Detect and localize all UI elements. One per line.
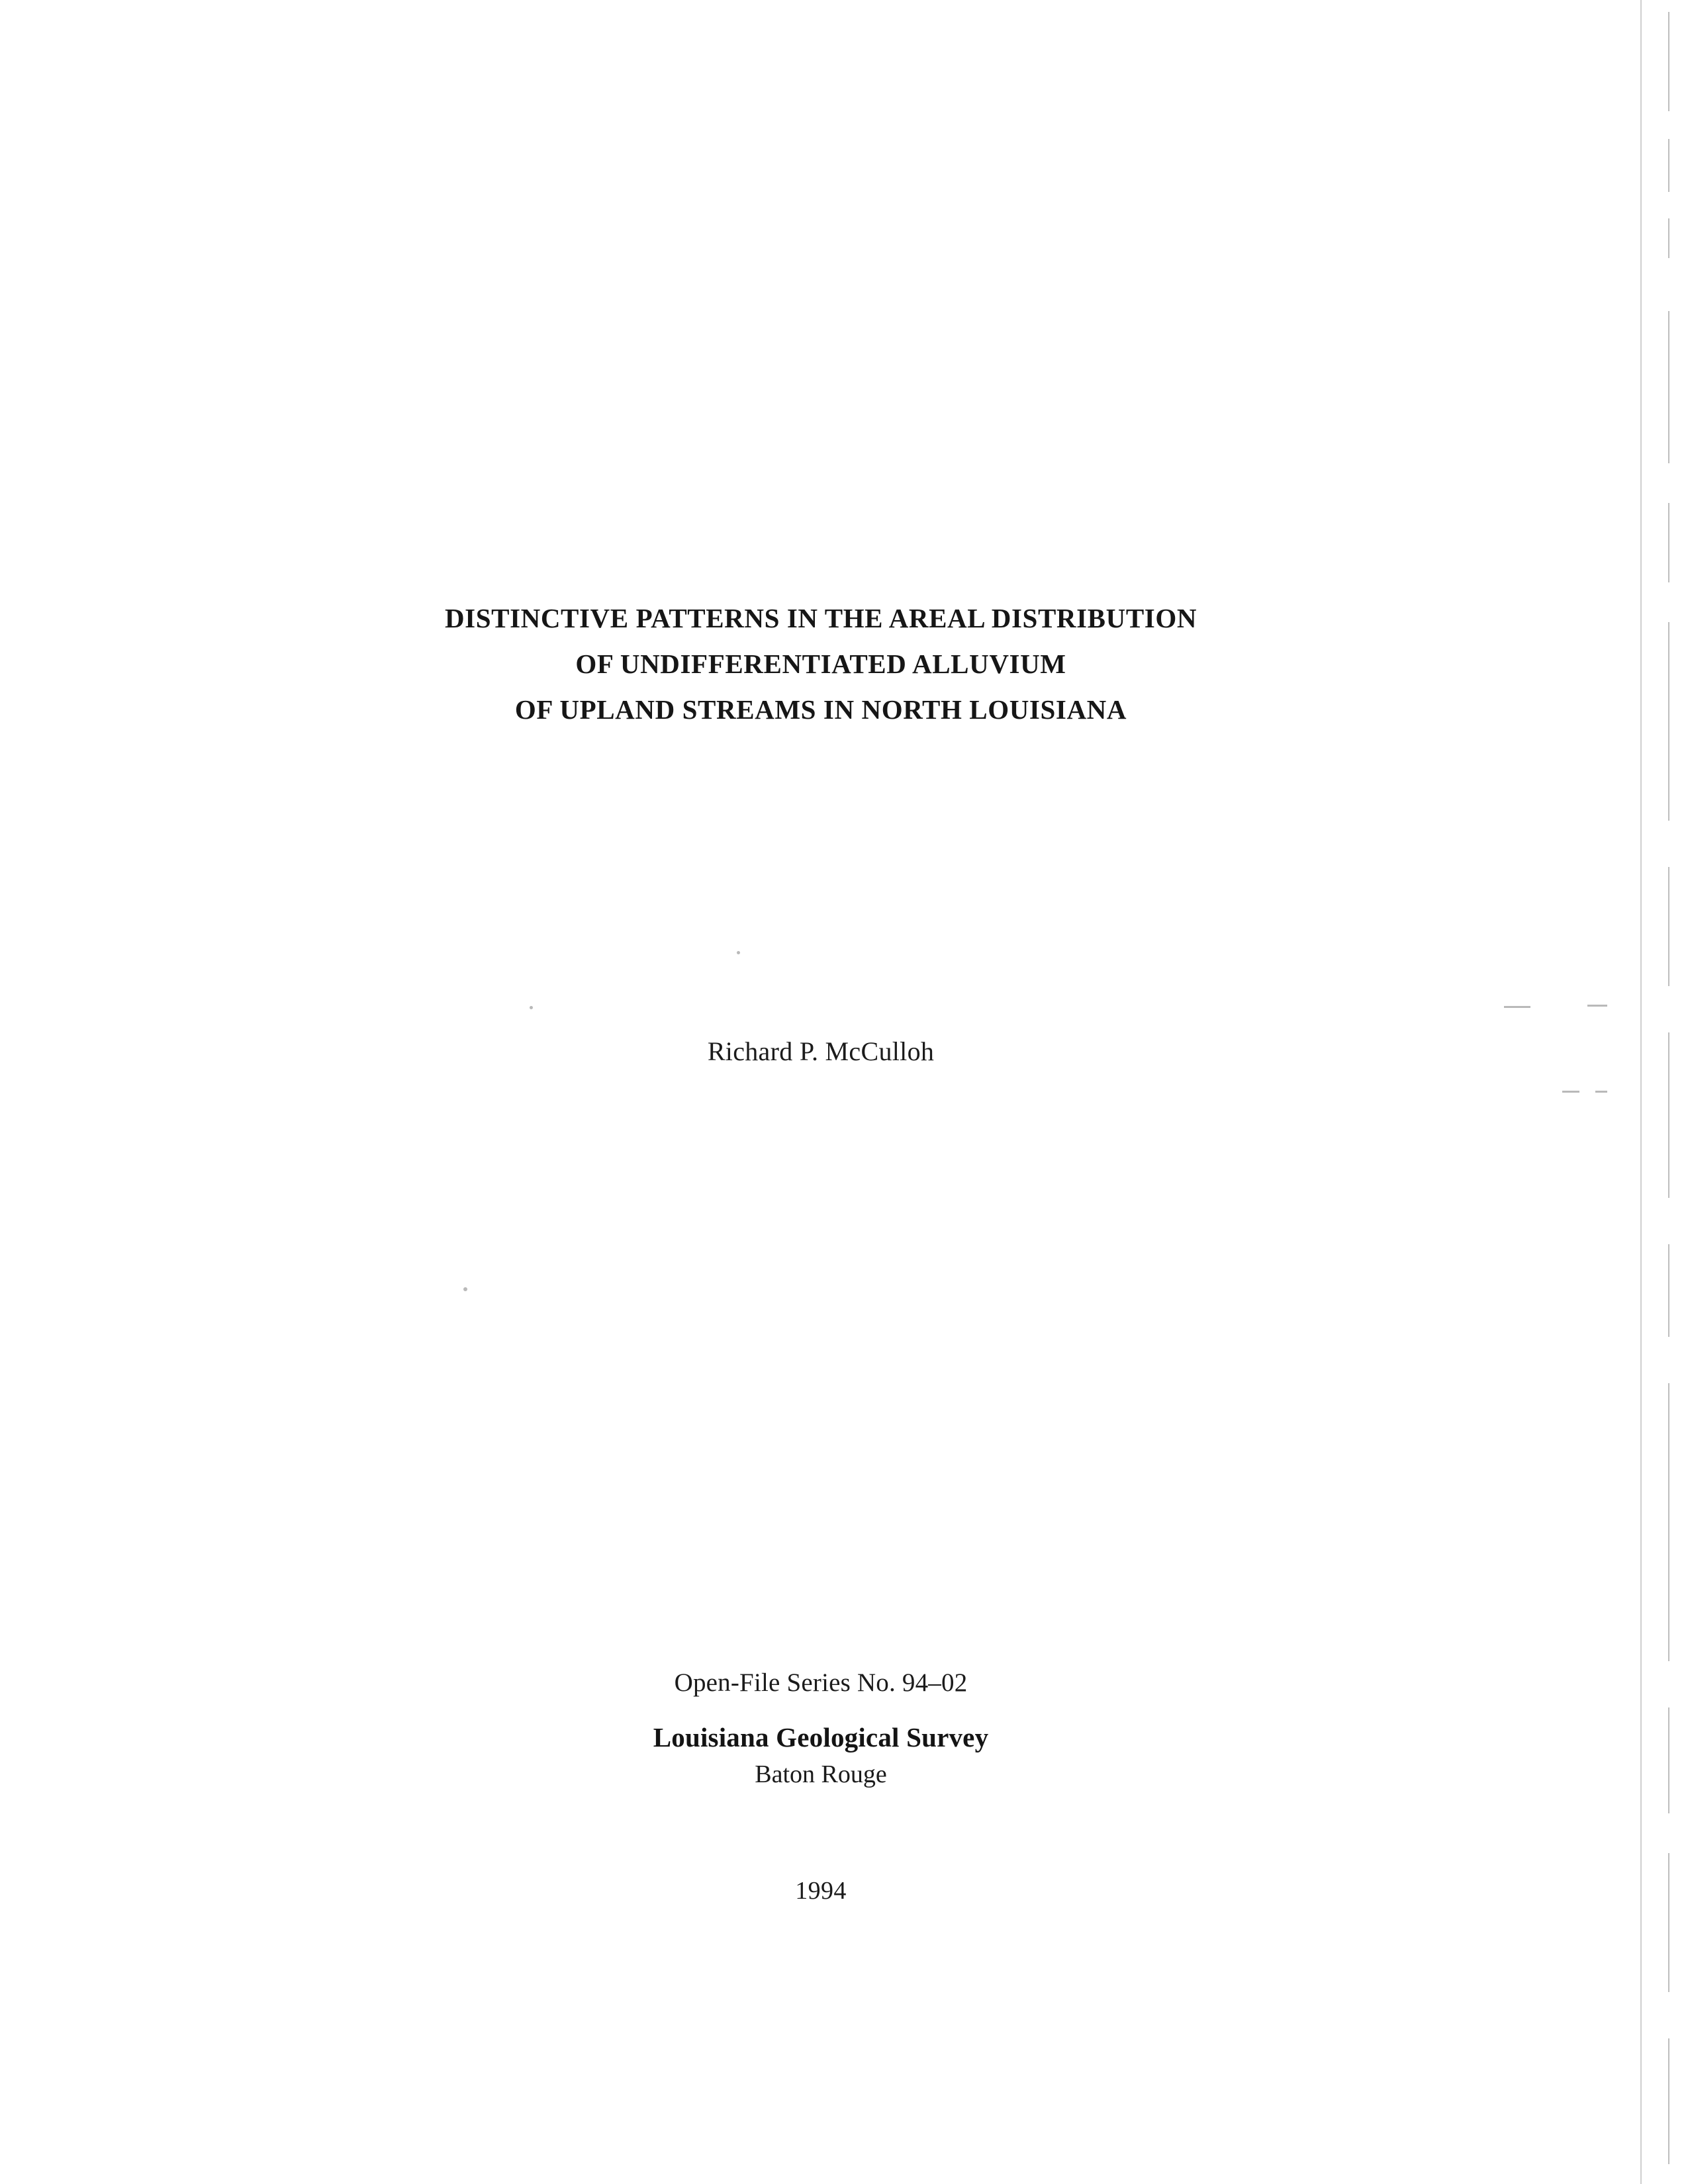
scan-speck [530, 1006, 533, 1009]
imprint-block [0, 1668, 1642, 1789]
title-line-1: DISTINCTIVE PATTERNS IN THE AREAL DISTRIBUTION [444, 603, 1197, 633]
document-title [0, 596, 1642, 733]
author-name: Richard P. McCulloh [707, 1036, 935, 1066]
publisher-city: Baton Rouge [755, 1760, 887, 1788]
scan-speck [463, 1287, 467, 1291]
title-line-2: OF UNDIFFERENTIATED ALLUVIUM [575, 649, 1066, 679]
series-number: Open-File Series No. 94–02 [674, 1668, 968, 1697]
scan-speck [737, 951, 740, 954]
publisher-name: Louisiana Geological Survey [653, 1722, 989, 1752]
scan-speck [1587, 1005, 1607, 1007]
scan-speck [1504, 1006, 1530, 1008]
scan-speck [1595, 1091, 1607, 1093]
title-line-3: OF UPLAND STREAMS IN NORTH LOUISIANA [514, 694, 1127, 725]
publication-year: 1994 [795, 1877, 847, 1905]
scan-speck [1562, 1091, 1579, 1093]
